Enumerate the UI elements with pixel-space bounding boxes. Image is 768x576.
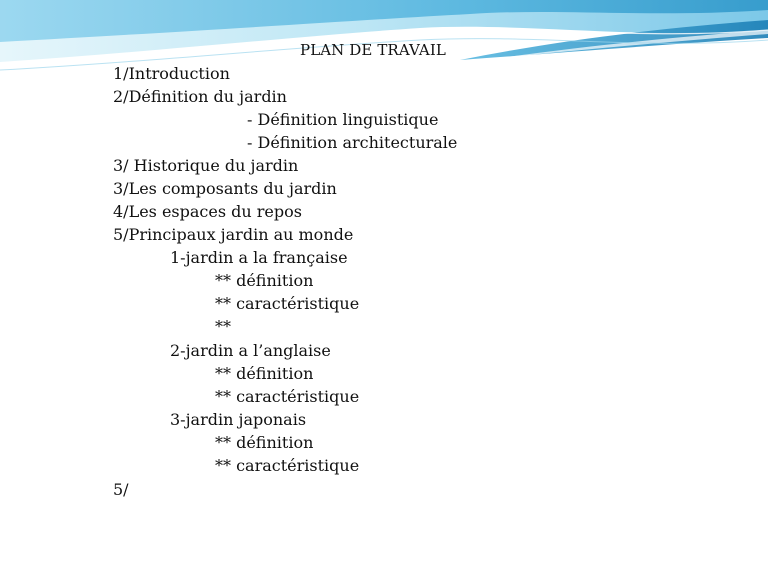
outline-line-18: ** caractéristique [215, 456, 360, 475]
outline-line-12: ** [215, 317, 231, 336]
outline-line-4: - Définition architecturale [247, 133, 458, 152]
slide-title: PLAN DE TRAVAIL [300, 41, 446, 59]
outline-line-10: ** définition [215, 271, 314, 290]
outline-line-17: ** définition [215, 433, 314, 452]
outline-line-11: ** caractéristique [215, 294, 360, 313]
outline-line-15: ** caractéristique [215, 387, 360, 406]
outline-line-6: 3/Les composants du jardin [113, 179, 337, 198]
outline-line-19: 5/ [113, 480, 129, 499]
outline-line-8: 5/Principaux jardin au monde [113, 225, 354, 244]
outline-line-7: 4/Les espaces du repos [113, 202, 302, 221]
outline-line-9: 1-jardin a la française [170, 248, 348, 267]
outline-line-2: 2/Définition du jardin [113, 87, 287, 106]
outline-line-1: 1/Introduction [113, 64, 230, 83]
outline-line-3: - Définition linguistique [247, 110, 439, 129]
outline-line-5: 3/ Historique du jardin [113, 156, 299, 175]
outline-line-16: 3-jardin japonais [170, 410, 307, 429]
outline-line-14: ** définition [215, 364, 314, 383]
outline-line-13: 2-jardin a l’anglaise [170, 341, 331, 360]
